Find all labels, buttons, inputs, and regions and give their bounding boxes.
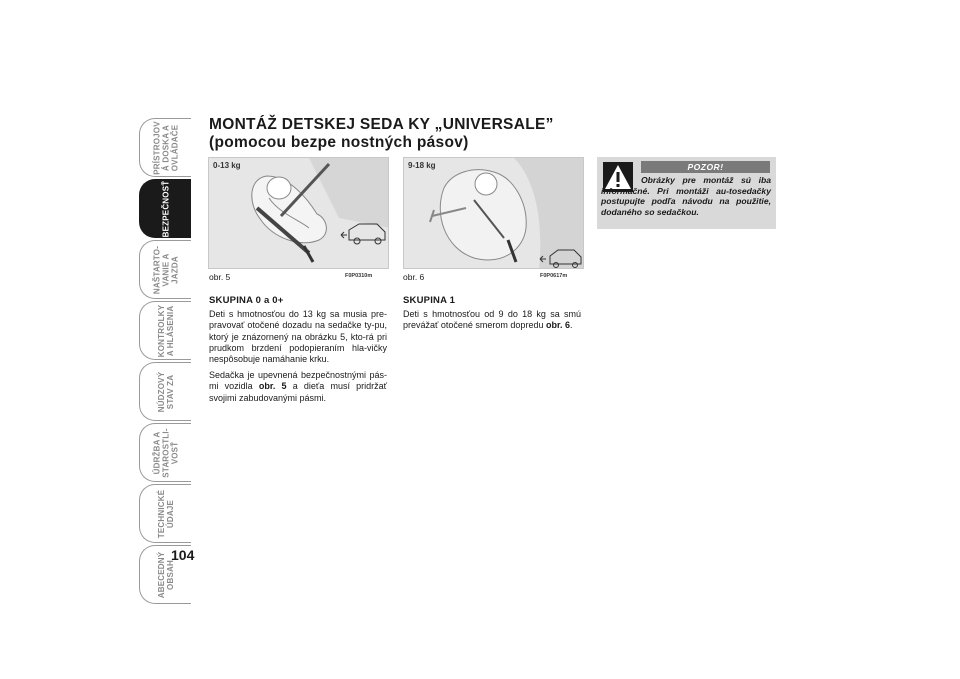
tab-label: ÚDRŽBA A STAROSTLI- VOSŤ — [152, 427, 179, 478]
chapter-tabs — [139, 118, 191, 606]
figure-6-code: F0P0617m — [540, 273, 568, 279]
warning-header: POZOR! — [641, 161, 770, 173]
text-span: Sedačka je upevnená bezpečnostnými pás-mi vozidla — [209, 370, 387, 392]
figure-5 — [208, 157, 389, 269]
tab-kontrolky[interactable] — [139, 301, 191, 360]
text-span: a dieťa musí pridržať svojimi zabudovanými pásmi. — [209, 381, 388, 403]
tab-nudzovy-stav[interactable] — [139, 362, 191, 421]
forward-facing-seat-illustration — [404, 158, 584, 269]
tab-label: TECHNICKÉ ÚDAJE — [156, 489, 175, 538]
paragraph — [209, 370, 387, 404]
paragraph: Deti s hmotnosťou do 13 kg sa musia pre-pravovať otočené dozadu na sedačke ty-pu, ktorý je znázornený na obrázku 5, kto-rá pri prudkom brzdení podopieraním hla-vičky nespôsobuje namáhanie krku. — [209, 309, 387, 365]
warning-box — [597, 157, 776, 229]
rear-facing-seat-illustration — [209, 158, 389, 269]
page-title: MONTÁŽ DETSKEJ SEDA KY „UNIVERSALE” — [209, 116, 554, 133]
figure-6-caption: obr. 6 — [403, 272, 425, 282]
text-span: . — [569, 320, 573, 331]
tab-udrzba[interactable] — [139, 423, 191, 482]
page-number: 104 — [171, 547, 195, 563]
figure-reference: obr. 5 — [258, 381, 287, 392]
figure-5-caption: obr. 5 — [209, 272, 231, 282]
section-heading: SKUPINA 0 a 0+ — [209, 295, 284, 306]
figure-reference: obr. 6 — [545, 320, 570, 331]
tab-label: PRÍSTROJOV Á DOSKA A OVLÁDAČE — [152, 120, 179, 175]
tab-label: BEZPEČNOSŤ — [161, 180, 170, 237]
section-group-0 — [209, 295, 387, 409]
tab-pristrojova-doska[interactable] — [139, 118, 191, 177]
tab-bezpecnost[interactable] — [139, 179, 191, 238]
tab-label: KONTROLKY A HLÁSENIA — [156, 304, 175, 357]
tab-nastartovanie[interactable] — [139, 240, 191, 299]
page-subtitle: (pomocou bezpe nostných pásov) — [209, 134, 469, 151]
tab-technicke-udaje[interactable] — [139, 484, 191, 543]
warning-text: Obrázky pre montáž sú iba informačné. Pri montáži au-tosedačky postupujte podľa návodu na použitie, dodaného so sedačkou. — [601, 175, 771, 217]
tab-label: ABECEDNÝ OBSAH — [156, 551, 175, 598]
section-heading: SKUPINA 1 — [403, 295, 456, 306]
figure-6 — [403, 157, 584, 269]
figure-weight-label: 0-13 kg — [213, 161, 241, 170]
text-span: Deti s hmotnosťou od 9 do 18 kg sa smú prevážať otočené smerom dopredu — [403, 309, 581, 331]
figure-5-code: F0P0310m — [345, 273, 373, 279]
figure-weight-label: 9-18 kg — [408, 161, 436, 170]
paragraph — [403, 309, 581, 331]
section-group-1 — [403, 295, 581, 337]
tab-label: NÚDZOVÝ STAV ZA — [156, 371, 175, 412]
tab-label: NAŠTARTO- VANIE A JAZDA — [152, 245, 179, 294]
